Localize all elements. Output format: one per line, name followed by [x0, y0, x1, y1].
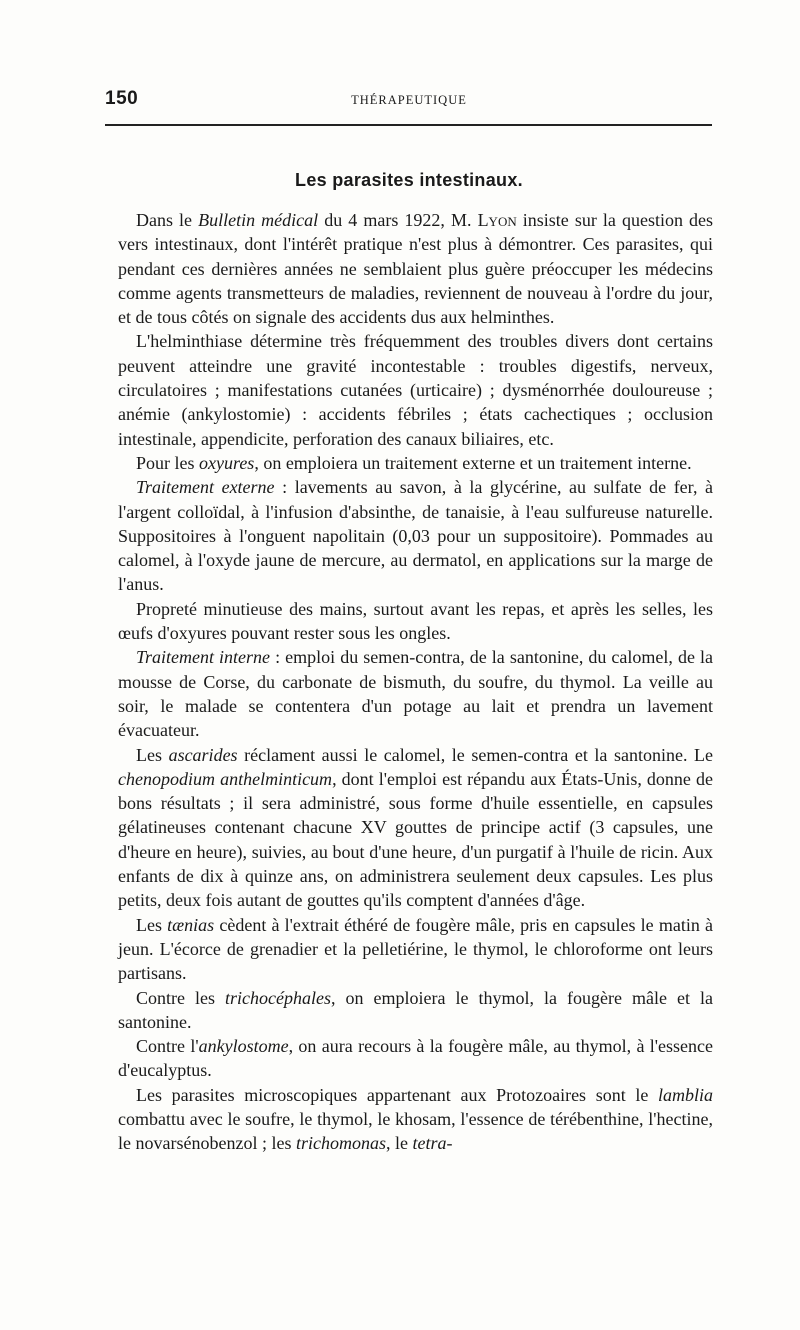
italic-term: oxyures — [199, 452, 255, 473]
paragraph-7 — [118, 743, 713, 913]
text-run: du 4 mars 1922, M. — [318, 210, 478, 230]
italic-term: tænias — [167, 914, 215, 935]
paragraph-8 — [118, 913, 713, 986]
text-run: cèdent à l'extrait éthéré de fougère mâle, pris en capsules le matin à jeun. L'écorce de grenadier et la pelletiérine, le thymol, le chloroforme ont leurs partisans. — [118, 914, 713, 984]
paragraph-11 — [118, 1083, 713, 1156]
body-text — [118, 208, 713, 1156]
italic-term: trichomonas — [295, 1133, 386, 1154]
italic-term: Traitement interne — [136, 647, 271, 668]
text-run: Les — [136, 744, 169, 765]
text-run: Les parasites microscopiques appartenant aux Protozoaires sont le — [136, 1084, 658, 1105]
paragraph-3 — [118, 451, 713, 475]
italic-term: lamblia — [657, 1084, 713, 1105]
page-header — [105, 88, 713, 114]
header-rule — [105, 124, 712, 126]
text-run: Pour les — [136, 452, 199, 473]
text-run: , le — [385, 1133, 413, 1154]
paragraph-4 — [118, 475, 713, 596]
italic-term: ankylostome — [198, 1036, 289, 1057]
text-run: L'helminthiase détermine très fréquemment des troubles divers dont certains peuvent atteindre une gravité incontestable : troubles digestifs, nerveux, circulatoires ; manifestations cutanées (urticaire) ; dysménorrhée douloureuse ; anémie (ankylostomie) : accidents fébriles ; états cachectiques ; occlusion intestinale, appendicite, perforation des canaux biliaires, etc. — [118, 331, 713, 449]
italic-term: ascarides — [168, 744, 238, 765]
paragraph-10 — [118, 1034, 713, 1083]
page-number: 150 — [105, 88, 139, 109]
text-run: , on emploiera un traitement externe et un traitement interne. — [254, 452, 692, 473]
section-title: Les parasites intestinaux. — [295, 170, 523, 190]
paragraph-5 — [118, 597, 713, 646]
journal-title: Bulletin médical — [198, 210, 319, 230]
italic-term: trichocéphales — [225, 987, 331, 1008]
text-run: insiste sur la question des vers intestinaux, dont l'intérêt pratique n'est plus à démontrer. Ces parasites, qui pendant ces dernières années ne semblaient plus guère préoccuper les médecins comme agents transmetteurs de maladies, reviennent de nouveau à l'ordre du jour, et de tous côtés on signale des accidents dus aux helminthes. — [118, 210, 714, 328]
paragraph-6 — [118, 645, 713, 742]
text-run: combattu avec le soufre, le thymol, le khosam, l'essence de térébenthine, l'hectine, le novarsénobenzol ; les — [118, 1108, 713, 1154]
paragraph-9 — [118, 986, 713, 1035]
paragraph-2 — [118, 329, 713, 450]
italic-term: tetra- — [412, 1133, 453, 1154]
italic-term: Traitement externe — [136, 477, 275, 498]
text-run: Propreté minutieuse des mains, surtout avant les repas, et après les selles, les œufs d'oxyures pouvant rester sous les ongles. — [118, 598, 713, 644]
text-run: : emploi du semen-contra, de la santonine, du calomel, de la mousse de Corse, du carbonate de bismuth, du soufre, du thymol. La veille au soir, le malade se contentera d'un potage au lait et prendra un lavement évacuateur. — [118, 647, 713, 741]
text-run: , on aura recours à la fougère mâle, au thymol, à l'essence d'eucalyptus. — [118, 1036, 713, 1081]
text-run: , on emploiera le thymol, la fougère mâle et la santonine. — [118, 987, 713, 1032]
author-name: Lyon — [477, 210, 517, 230]
text-run: Dans le — [136, 210, 199, 230]
paragraph-1 — [118, 208, 713, 329]
text-run: réclament aussi le calomel, le semen-contra et la santonine. Le — [237, 744, 713, 765]
text-run: Contre les — [136, 987, 226, 1008]
running-title: THÉRAPEUTIQUE — [351, 93, 467, 107]
text-run: Les — [136, 914, 168, 935]
italic-term: chenopodium anthelminticum — [118, 768, 333, 789]
text-run: : lavements au savon, à la glycérine, au sulfate de fer, à l'argent colloïdal, à l'infusion d'absinthe, de tanaisie, à l'eau sulfureuse naturelle. Suppositoires à l'onguent napolitain (0,03 pour un suppositoire). Pommades au calomel, à l'oxyde jaune de mercure, au dermatol, en applications sur la marge de l'anus. — [118, 477, 714, 595]
text-run: , dont l'emploi est répandu aux États-Unis, donne de bons résultats ; il sera administré, sous forme d'huile essentielle, en capsules gélatineuses contenant chacune XV gouttes de principe actif (3 capsules, une d'heure en heure), suivies, au bout d'une heure, d'un purgatif à l'huile de ricin. Aux enfants de dix à quinze ans, on administrera seulement deux capsules. Les plus petits, deux fois autant de gouttes qu'ils comptent d'années d'âge. — [118, 768, 713, 911]
text-run: Contre l' — [136, 1036, 199, 1057]
